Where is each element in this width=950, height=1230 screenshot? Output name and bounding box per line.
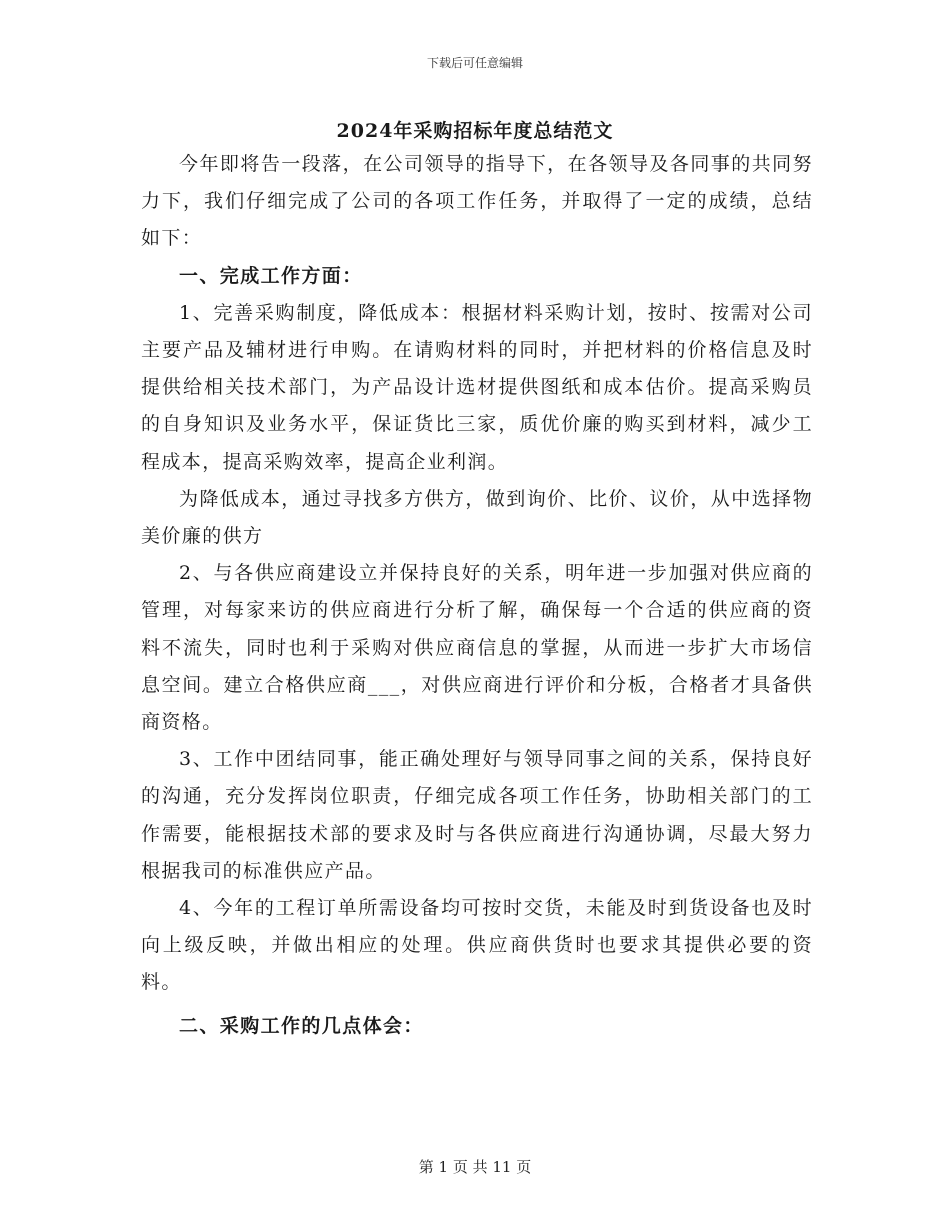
paragraph-2: 为降低成本，通过寻找多方供方，做到询价、比价、议价，从中选择物美价廉的供方 xyxy=(141,487,813,548)
section-heading-1: 一、完成工作方面： xyxy=(179,264,363,287)
page-footer: 第 1 页 共 11 页 xyxy=(418,1158,532,1176)
paragraph-1: 1、完善采购制度，降低成本：根据材料采购计划，按时、按需对公司主要产品及辅材进行申购。在请购材料的同时，并把材料的价格信息及时提供给相关技术部门，为产品设计选材提供图纸和成本估价。提高采购员的自身知识及业务水平，保证货比三家，质优价廉的购买到材料，减少工程成本，提高采购效率，提高企业利润。 xyxy=(141,301,813,473)
document-body xyxy=(141,146,813,1045)
paragraph-5: 4、今年的工程订单所需设备均可按时交货，未能及时到货设备也及时向上级反映，并做出相应的处理。供应商供货时也要求其提供必要的资料。 xyxy=(141,897,813,994)
header-note: 下载后可任意编辑 xyxy=(426,56,523,70)
paragraph-4: 3、工作中团结同事，能正确处理好与领导同事之间的关系，保持良好的沟通，充分发挥岗位职责，仔细完成各项工作任务，协助相关部门的工作需要，能根据技术部的要求及时与各供应商进行沟通协调，尽最大努力根据我司的标准供应产品。 xyxy=(141,748,813,882)
paragraph-3: 2、与各供应商建设立并保持良好的关系，明年进一步加强对供应商的管理，对每家来访的供应商进行分析了解，确保每一个合适的供应商的资料不流失，同时也利于采购对供应商信息的掌握，从而进一步扩大市场信息空间。建立合格供应商___，对供应商进行评价和分板，合格者才具备供商资格。 xyxy=(141,562,813,734)
section-heading-2: 二、采购工作的几点体会： xyxy=(179,1014,424,1037)
document-title: 2024年采购招标年度总结范文 xyxy=(336,120,614,142)
intro-paragraph: 今年即将告一段落，在公司领导的指导下，在各领导及各同事的共同努力下，我们仔细完成了公司的各项工作任务，并取得了一定的成绩，总结如下： xyxy=(141,153,813,250)
